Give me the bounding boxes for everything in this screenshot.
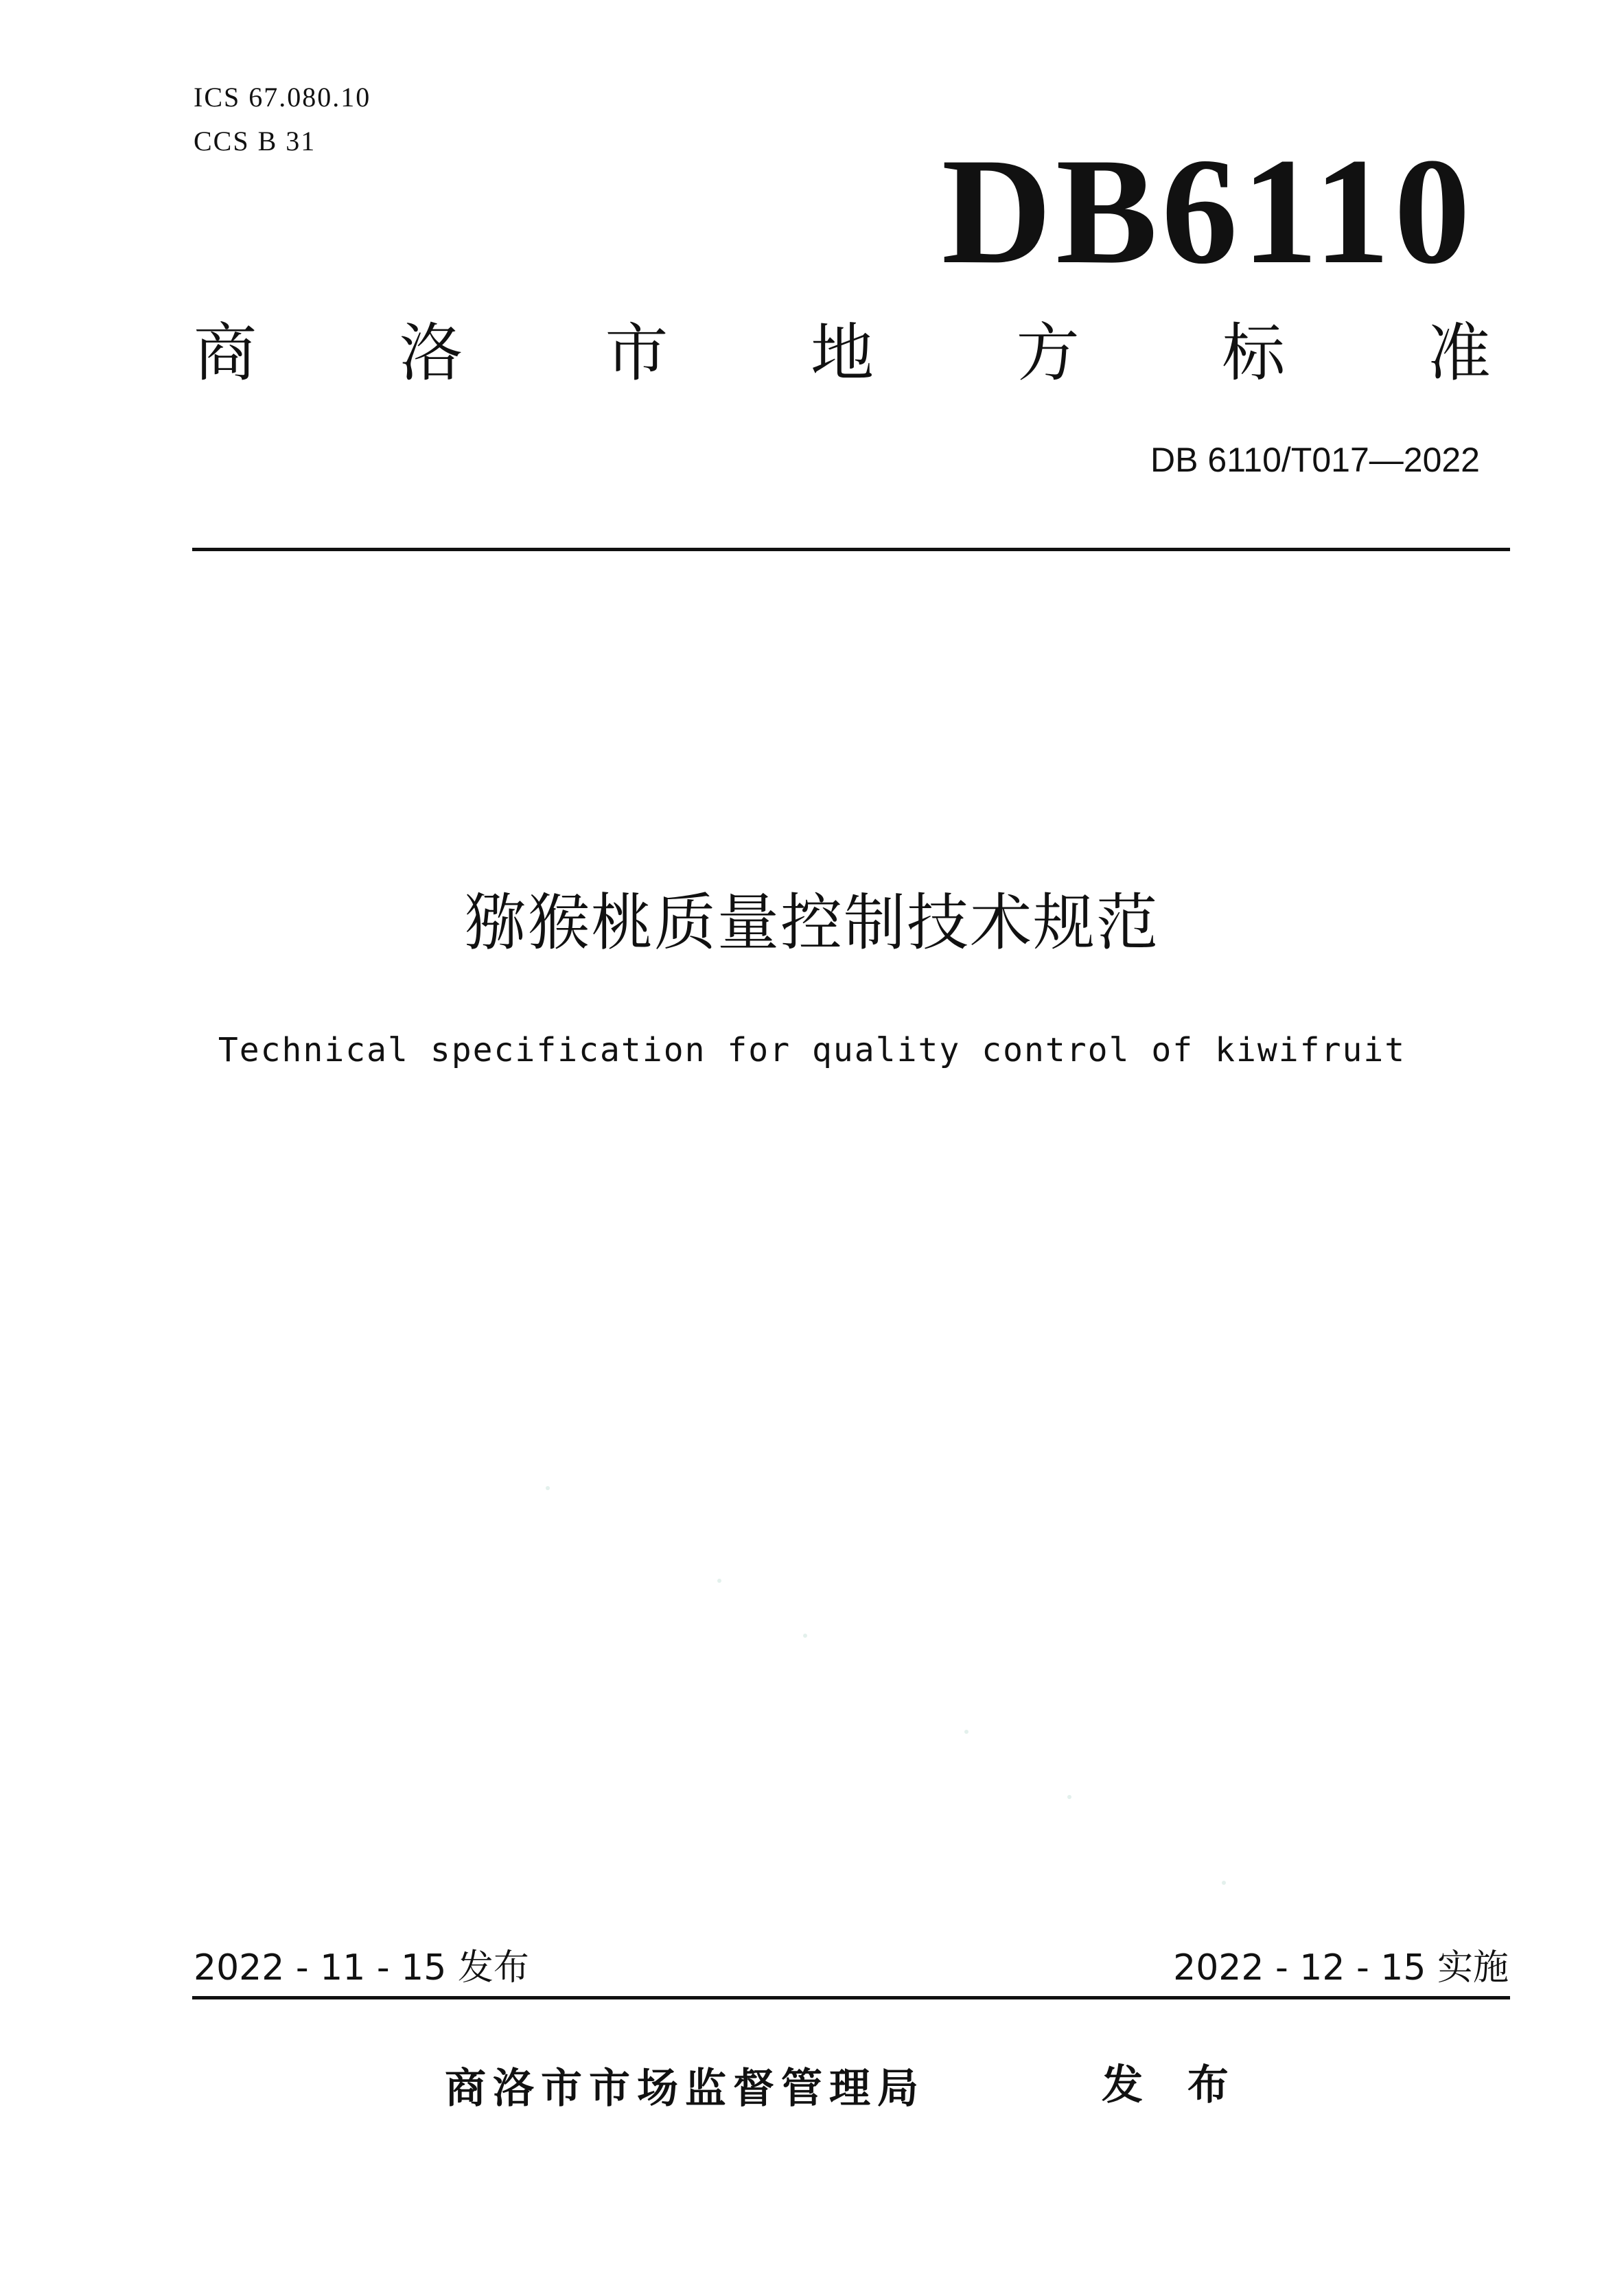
standard-type-char: 方 — [1016, 316, 1080, 390]
scan-speck — [546, 1486, 550, 1490]
standard-type-char: 标 — [1222, 316, 1286, 390]
ccs-code: CCS B 31 — [194, 126, 316, 156]
header-divider — [192, 548, 1510, 551]
scan-speck — [1222, 1881, 1226, 1885]
standard-code: DB6110 — [941, 127, 1474, 296]
document-title-en: Technical specification for quality control of kiwifruit — [218, 1031, 1406, 1069]
publish-label: 发 布 — [1102, 2061, 1244, 2109]
standard-type-char: 洛 — [399, 316, 463, 390]
scan-speck — [1067, 1795, 1071, 1799]
standard-number: DB 6110/T017—2022 — [1150, 441, 1480, 479]
ics-code: ICS 67.080.10 — [194, 82, 371, 113]
footer-divider — [192, 1996, 1510, 1999]
standard-type-char: 市 — [605, 316, 669, 390]
scan-speck — [964, 1730, 968, 1734]
document-title-zh: 猕猴桃质量控制技术规范 — [465, 887, 1159, 959]
implementation-date: 2022 - 12 - 15 实施 — [1173, 1947, 1509, 1988]
standard-type-char: 商 — [194, 316, 257, 390]
publisher: 商洛市市场监督管理局 — [445, 2065, 925, 2113]
standard-type-char: 地 — [810, 316, 874, 390]
standard-type — [194, 316, 1491, 391]
scan-speck — [717, 1579, 721, 1583]
standard-type-char: 准 — [1427, 316, 1491, 390]
scan-speck — [803, 1634, 807, 1638]
issue-date: 2022 - 11 - 15 发布 — [194, 1947, 529, 1988]
